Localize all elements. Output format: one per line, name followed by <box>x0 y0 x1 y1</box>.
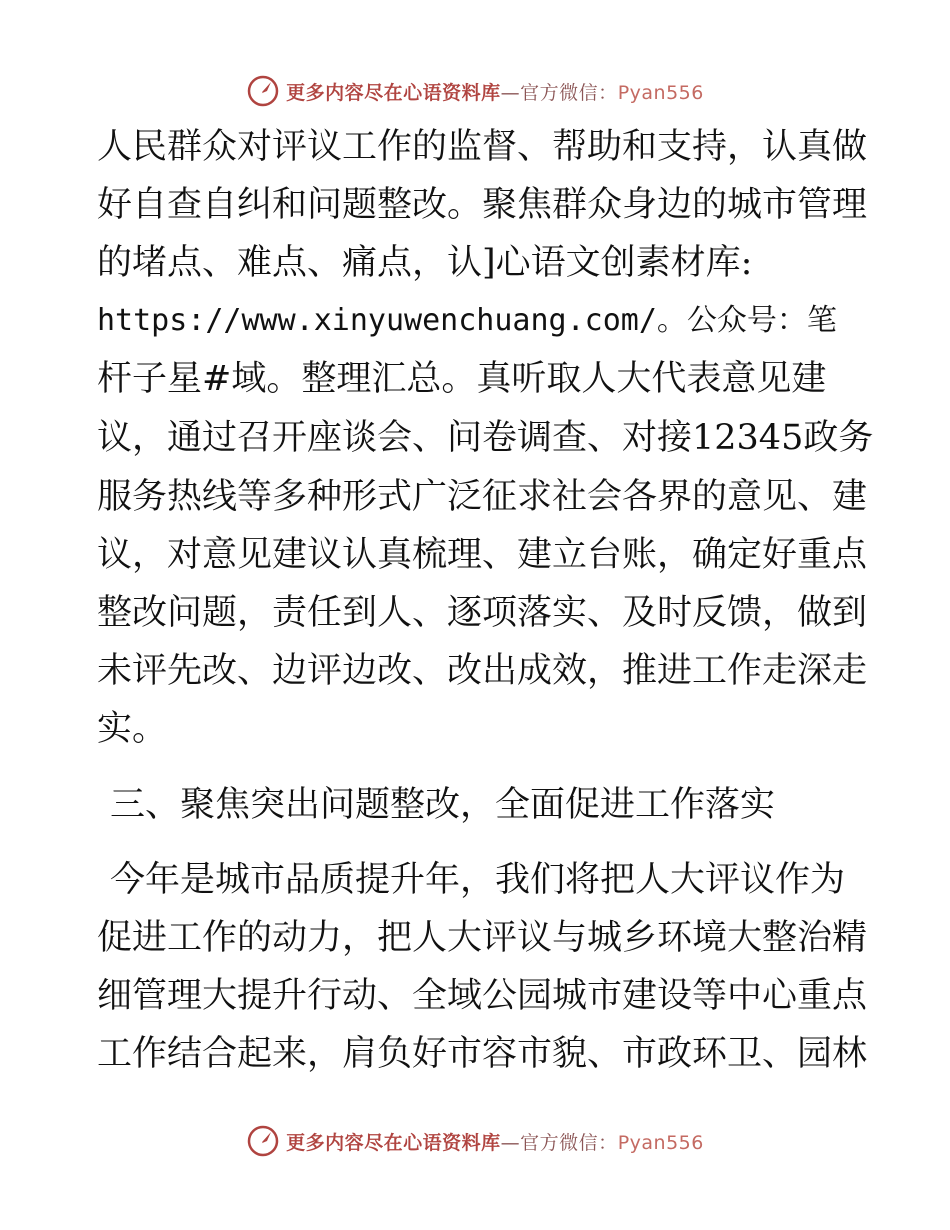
paragraph-line: 人民群众对评议工作的监督、帮助和支持，认真做 <box>97 127 868 167</box>
feather-pen-logo-icon <box>246 74 280 108</box>
watermark-wechat-label: —官方微信： <box>500 1131 618 1154</box>
paragraph-line: 杆子星#域。整理汇总。真听取人大代表意见建 <box>97 359 827 399</box>
watermark-title: 更多内容尽在心语资料库 <box>286 1131 501 1154</box>
paragraph-line: 服务热线等多种形式广泛征求社会各界的意见、建 <box>97 477 868 517</box>
watermark-text <box>286 78 704 105</box>
watermark-title: 更多内容尽在心语资料库 <box>286 81 501 104</box>
paragraph-line: 好自查自纠和问题整改。聚焦群众身边的城市管理 <box>97 185 868 225</box>
paragraph-line: 未评先改、边评边改、改出成效，推进工作走深走 <box>97 651 868 691</box>
url-line: https://www.xinyuwenchuang.com/。公众号：笔 <box>97 303 837 338</box>
paragraph-line: 今年是城市品质提升年，我们将把人大评议作为 <box>110 860 846 900</box>
section-heading: 三、聚焦突出问题整改，全面促进工作落实 <box>110 785 776 825</box>
paragraph-line: 整改问题，责任到人、逐项落实、及时反馈，做到 <box>97 593 868 633</box>
paragraph-line: 议，对意见建议认真梳理、建立台账，确定好重点 <box>97 535 868 575</box>
watermark-wechat-label: —官方微信： <box>500 81 618 104</box>
feather-pen-logo-icon <box>246 1124 280 1158</box>
paragraph-line: 实。 <box>97 709 168 749</box>
header-watermark-banner <box>0 71 950 111</box>
watermark-text <box>286 1128 704 1155</box>
paragraph-line: 工作结合起来，肩负好市容市貌、市政环卫、园林 <box>97 1034 868 1074</box>
paragraph-line: 的堵点、难点、痛点，认]心语文创素材库: <box>97 243 753 283</box>
watermark-wechat-id: Pyan556 <box>617 1131 704 1154</box>
footer-watermark-banner <box>0 1121 950 1161</box>
watermark-wechat-id: Pyan556 <box>617 81 704 104</box>
paragraph-line: 细管理大提升行动、全域公园城市建设等中心重点 <box>97 976 868 1016</box>
paragraph-line: 议，通过召开座谈会、问卷调查、对接12345政务 <box>97 418 874 458</box>
paragraph-line: 促进工作的动力，把人大评议与城乡环境大整治精 <box>97 918 868 958</box>
